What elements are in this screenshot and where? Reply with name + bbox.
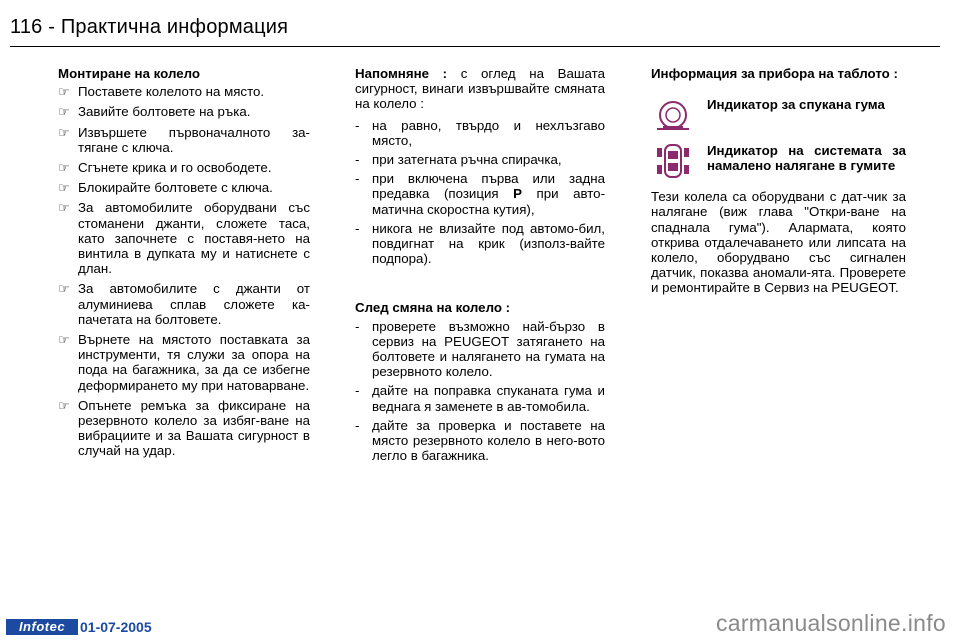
page-header <box>10 12 940 47</box>
reminder-label: Напомняне : <box>355 66 448 81</box>
after-change-heading: След смяна на колело : <box>355 300 511 316</box>
hand-pointer-icon: ☞ <box>58 332 70 348</box>
hand-pointer-icon: ☞ <box>58 104 70 120</box>
reminder-text: с оглед на Вашата сигурност, винаги извършвайте смяната на колело : <box>355 66 605 112</box>
hand-pointer-icon: ☞ <box>58 124 70 140</box>
list-item: ☞ Върнете на мястото поставката за инструменти, тя служи за опора на пода на багажника, за да се избегне деформирането му при натоварване. <box>58 332 310 393</box>
hand-pointer-icon: ☞ <box>58 281 70 297</box>
reminder-list <box>355 118 605 267</box>
list-item: - при включена първа или задна предавка (позиция P при авто-матична скоростна кутия), <box>355 171 606 217</box>
column-mounting <box>58 66 310 464</box>
list-item: - дайте за проверка и поставете на място резервното колело в него-вото легло в багажника. <box>355 417 605 464</box>
dashboard-info-heading: Информация за прибора на таблото : <box>651 66 898 81</box>
gear-p-label: P <box>513 186 522 202</box>
list-item: - проверете възможно най-бързо в сервиз на PEUGEOT затягането на болтовете и налягането на гумата на резервното колело. <box>355 318 605 380</box>
watermark: carmanualsonline.info <box>715 610 946 636</box>
flat-tyre-icon <box>651 95 695 135</box>
indicator-pressure-system-label: Индикатор на системата за намалено налягане в гумите <box>707 143 906 174</box>
list-item: ☞ Блокирайте болтовете с ключа. <box>58 180 273 196</box>
footer-date: 01-07-2005 <box>80 619 152 635</box>
dashboard-info-text: Тези колела са оборудвани с дат-чик за налягане (виж глава "Откри-ване на спаднала гума"). Алармата, която открива отдалечаването или липсата на колело, оборудвано със сигнален датчик, показва аномали-ята. Проверете и ремонтирайте в Сервиз на PEUGEOT. <box>651 189 906 296</box>
list-item: - на равно, твърдо и нехлъзгаво място, <box>355 117 605 148</box>
list-item: ☞ За автомобилите оборудвани със стоманени джанти, сложете таса, като започнете с поставя-нето на винтила в дупката му и натиснете с длан. <box>58 200 310 277</box>
mounting-heading: Монтиране на колело <box>58 66 201 81</box>
reminder-paragraph <box>355 66 605 112</box>
list-item: - дайте на поправка спуканата гума и веднага я заменете в ав-томобила. <box>355 383 605 414</box>
column-reminder <box>355 66 605 467</box>
list-item: ☞ Извършете първоначалното за-тягане с ключа. <box>58 124 310 155</box>
hand-pointer-icon: ☞ <box>58 180 70 196</box>
infotec-logo: Infotec <box>6 619 78 635</box>
indicator-pressure-system <box>651 141 906 181</box>
hand-pointer-icon: ☞ <box>58 200 70 216</box>
list-item: - никога не влизайте под автомо-бил, повдигнат на крик (използ-вайте подпора). <box>355 220 605 267</box>
list-item: ☞ За автомобилите с джанти от алуминиева сплав сложете ка-пачетата на болтовете. <box>58 281 310 327</box>
hand-pointer-icon: ☞ <box>58 84 70 100</box>
tyre-pressure-system-icon <box>651 141 695 181</box>
list-item: - при затегната ръчна спирачка, <box>355 152 562 168</box>
list-item: ☞ Завийте болтовете на ръка. <box>58 104 251 120</box>
list-item: ☞ Поставете колелото на място. <box>58 84 265 100</box>
mounting-steps <box>58 84 310 458</box>
indicator-flat-tyre <box>651 95 906 135</box>
list-item: ☞ Опънете ремъка за фиксиране на резервното колело за избяг-ване на вибрациите и за Вашата сигурност в случай на удар. <box>58 397 310 459</box>
column-dashboard-info <box>651 66 906 302</box>
after-change-list <box>355 319 605 464</box>
hand-pointer-icon: ☞ <box>58 397 70 413</box>
list-item: ☞ Сгънете крика и го освободете. <box>58 160 272 176</box>
indicator-flat-tyre-label: Индикатор за спукана гума <box>707 97 885 113</box>
page-title: 116 - Практична информация <box>10 16 289 38</box>
hand-pointer-icon: ☞ <box>58 160 70 176</box>
